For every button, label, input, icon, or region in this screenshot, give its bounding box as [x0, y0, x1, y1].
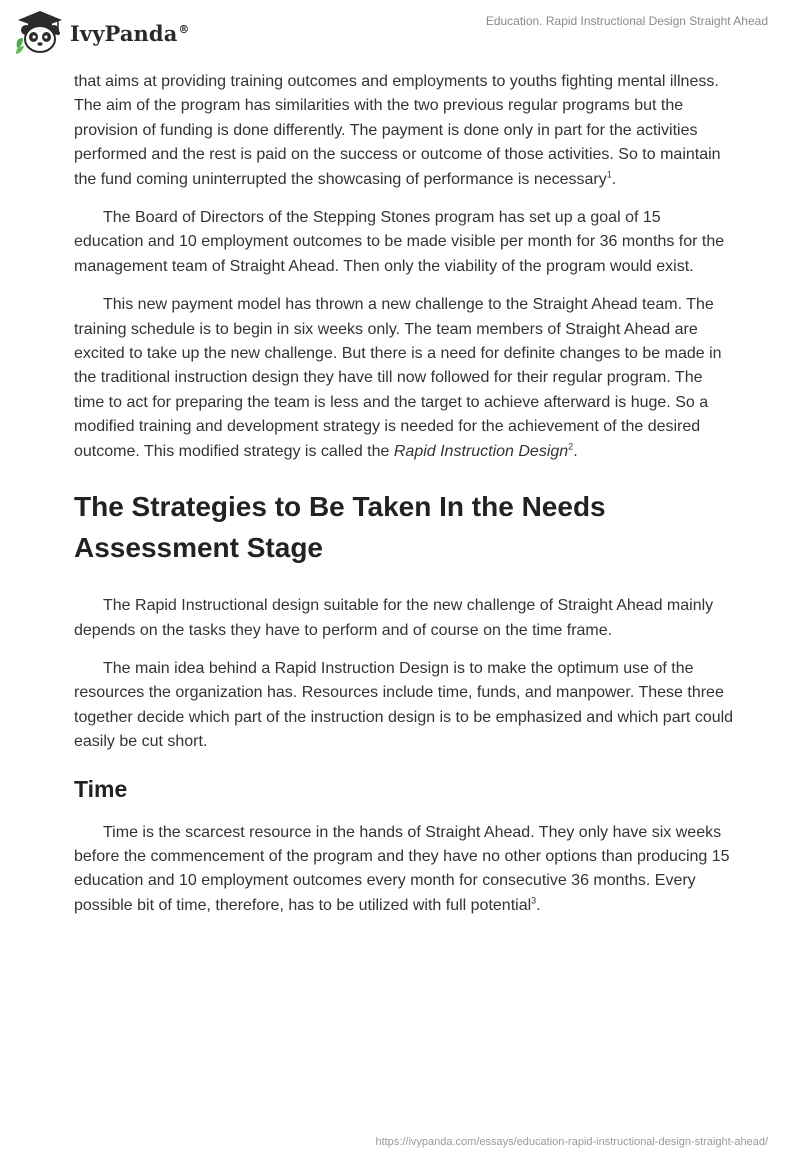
paragraph-5: The main idea behind a Rapid Instruction Design is to make the optimum use of the resources the organization has. Resources include time, funds, and manpower. These three together decide which part of the instruction design is to be emphasized and which part could easily be cut short.: [74, 659, 734, 751]
subheading-time: Time: [74, 775, 128, 802]
source-url[interactable]: https://ivypanda.com/essays/education-rapid-instructional-design-straight-ahead/: [375, 1136, 768, 1148]
panda-graduate-icon: [14, 8, 64, 56]
paragraph-1: that aims at providing training outcomes and employments to youths fighting mental illness. The aim of the program has similarities with the two previous regular programs but the provision of funding is done differently. The payment is done only in part for the activities performed and the rest is paid on the success or outcome of those activities. So to maintain the fund coming uninterrupted the showcasing of performance is necessary$^1$.: [74, 73, 721, 188]
paragraph-3: This new payment model has thrown a new challenge to the Straight Ahead team. The training schedule is to begin in six weeks only. The team members of Straight Ahead are excited to take up the new challenge. But there is a need for definite changes to be made in the traditional instruction design they have till now followed for their regular program. The time to act for preparing the team is less and the target to achieve afterward is huge. So a modified training and development strategy is needed for the achievement of the desired outcome. This modified strategy is called the Rapid Instruction Design$^2$.: [74, 296, 722, 460]
paragraph-6: Time is the scarcest resource in the hands of Straight Ahead. They only have six weeks before the commencement of the program and they have no other options than producing 15 education and 10 employment outcomes every month for consecutive 36 months. Every possible bit of time, therefore, has to be utilized with full potential$^3$.: [74, 823, 730, 914]
ivypanda-logo[interactable]: [14, 8, 190, 56]
footnote-ref-2[interactable]: 2: [568, 441, 574, 452]
section-heading-needs-assessment: The Strategies to Be Taken In the Needs Assessment Stage: [74, 491, 606, 564]
essay-content: [74, 70, 734, 932]
document-title: Education. Rapid Instructional Design Straight Ahead: [485, 14, 768, 28]
page-header: [0, 0, 800, 64]
footnote-ref-1[interactable]: 1: [606, 169, 612, 180]
footnote-ref-3[interactable]: 3: [531, 895, 537, 906]
paragraph-4: The Rapid Instructional design suitable for the new challenge of Straight Ahead mainly depends on the tasks they have to perform and of course on the time frame.: [74, 597, 714, 639]
paragraph-2: The Board of Directors of the Stepping Stones program has set up a goal of 15 education and 10 employment outcomes to be made visible per month for 36 months for the management team of Straight Ahead. Then only the viability of the program would exist.: [74, 209, 725, 275]
logo-wordmark: IvyPanda®: [70, 20, 190, 46]
